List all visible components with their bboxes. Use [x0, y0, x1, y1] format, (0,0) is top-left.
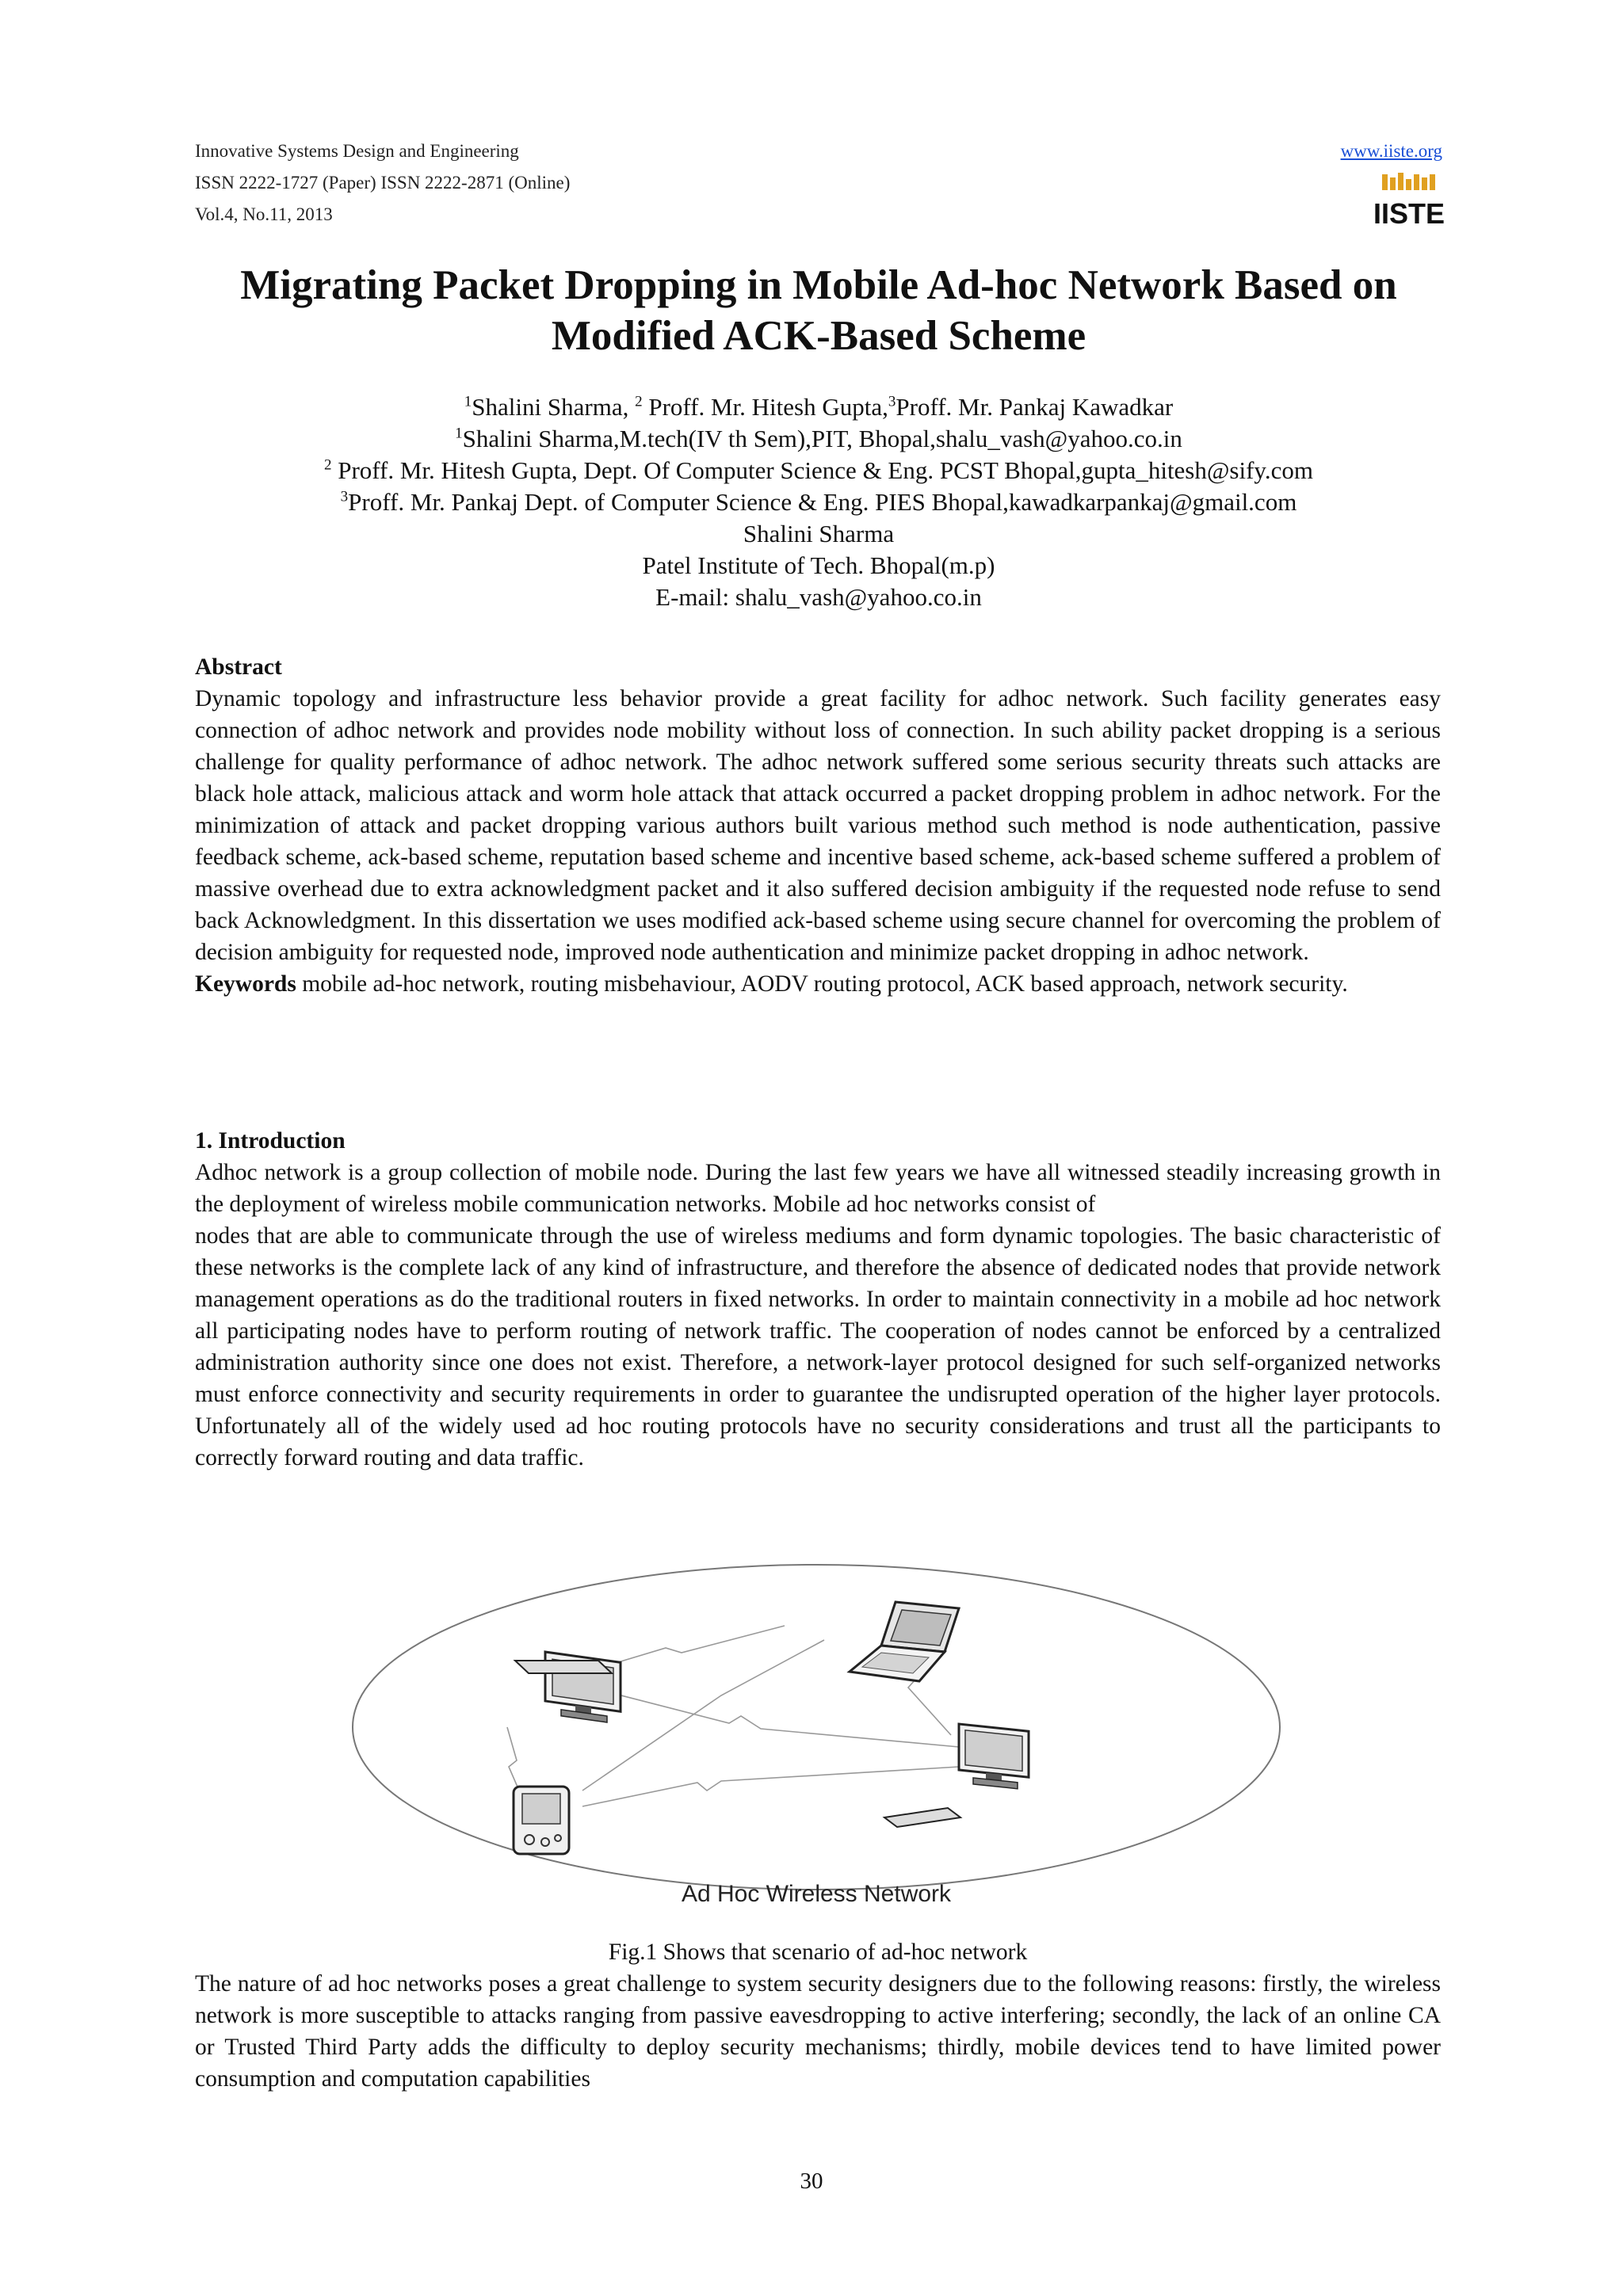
author-affiliation-3: [195, 486, 1442, 518]
adhoc-network-figure: [349, 1553, 1292, 1925]
figure-label: Ad Hoc Wireless Network: [681, 1881, 952, 1907]
laptop-icon: [850, 1602, 959, 1681]
figure-caption: Fig.1 Shows that scenario of ad-hoc network: [608, 1939, 1028, 1965]
network-boundary-ellipse: [353, 1565, 1280, 1890]
corresponding-author-email: E-mail: shalu_vash@yahoo.co.in: [655, 583, 982, 611]
author-names-line: [195, 391, 1442, 423]
author-text: Proff. Mr. Pankaj Kawadkar: [896, 393, 1174, 421]
keywords-text: mobile ad-hoc network, routing misbehaviour, AODV routing protocol, ACK based approach, network security.: [296, 971, 1348, 997]
page-number: 30: [800, 2168, 823, 2194]
author-text: Proff. Mr. Hitesh Gupta,: [642, 393, 888, 421]
corresponding-author-name: Shalini Sharma: [743, 520, 895, 547]
journal-issn: ISSN 2222-1727 (Paper) ISSN 2222-2871 (Online): [195, 173, 571, 193]
continuation-section: [195, 1968, 1441, 2095]
logo-lettering: IISTE: [1373, 197, 1445, 230]
iiste-logo: [1373, 171, 1445, 230]
wireless-link: [507, 1727, 519, 1791]
introduction-section: [195, 1125, 1441, 1474]
introduction-paragraph-2: nodes that are able to communicate through the use of wireless mediums and form dynamic topologies. The basic characteristic of these networks is the complete lack of any kind of infrastructure, and therefore the absence of dedicated nodes that provide network management operations as do the traditional routers in fixed networks. In order to maintain connectivity in a mobile ad hoc network all participating nodes have to perform routing of network traffic. The cooperation of nodes cannot be enforced by a centralized administration authority since one does not exist. Therefore, a network-layer protocol designed for such self-organized networks must enforce connectivity and security requirements in order to guarantee the undisrupted operation of the higher layer protocols. Unfortunately all of the widely used ad hoc routing protocols have no security considerations and trust all the participants to correctly forward routing and data traffic.: [195, 1223, 1441, 1470]
abstract-heading: Abstract: [195, 654, 282, 680]
corresponding-author-institute: Patel Institute of Tech. Bhopal(m.p): [642, 551, 995, 579]
desktop-computer-right-icon: [959, 1724, 1029, 1790]
author-superscript: 2: [635, 393, 643, 410]
keyboard-right-icon: [884, 1808, 960, 1827]
abstract-section: [195, 651, 1441, 1000]
author-affiliation-1: [195, 423, 1442, 455]
wireless-link: [582, 1767, 959, 1806]
wireless-link: [590, 1688, 959, 1747]
author-affiliation-2: [195, 455, 1442, 486]
introduction-paragraph-1: Adhoc network is a group collection of mobile node. During the last few years we have all witnessed steadily increasing growth in the deployment of wireless mobile communication networks. Mobile ad hoc networks consist of: [195, 1160, 1441, 1217]
journal-url-link[interactable]: www.iiste.org: [1340, 141, 1442, 161]
journal-volume: Vol.4, No.11, 2013: [195, 204, 333, 224]
paper-title: Migrating Packet Dropping in Mobile Ad-hoc Network Based on Modified ACK-Based Scheme: [240, 262, 1397, 359]
author-text: Proff. Mr. Hitesh Gupta, Dept. Of Computer Science & Eng. PCST Bhopal,gupta_hitesh@sify.com: [331, 456, 1314, 484]
author-superscript: 3: [340, 488, 349, 505]
introduction-heading: 1. Introduction: [195, 1128, 346, 1154]
author-block: [195, 391, 1442, 613]
author-text: Proff. Mr. Pankaj Dept. of Computer Science & Eng. PIES Bhopal,kawadkarpankaj@gmail.com: [348, 488, 1297, 516]
abstract-text: Dynamic topology and infrastructure less behavior provide a great facility for adhoc network. Such facility generates easy connection of adhoc network and provides node mobility without loss of connection. In such ability packet dropping is a serious challenge for quality performance of adhoc network. The adhoc network suffered some serious security threats such attacks are black hole attack, malicious attack and worm hole attack that attack occurred a packet dropping problem in adhoc network. For the minimization of attack and packet dropping various authors built various method such method is node authentication, passive feedback scheme, ack-based scheme, reputation based scheme and incentive based scheme, ack-based scheme suffered a problem of massive overhead due to extra acknowledgment packet and it also suffered decision ambiguity if the requested node refuse to send back Acknowledgment. In this dissertation we uses modified ack-based scheme using secure channel for overcoming the problem of decision ambiguity for requested node, improved node authentication and minimize packet dropping in adhoc network.: [195, 686, 1441, 965]
journal-name: Innovative Systems Design and Engineering: [195, 141, 519, 161]
author-text: Shalini Sharma,: [472, 393, 636, 421]
author-superscript: 1: [455, 425, 463, 442]
author-superscript: 1: [464, 393, 472, 410]
keyboard-left-icon: [515, 1661, 612, 1673]
continuation-paragraph: The nature of ad hoc networks poses a great challenge to system security designers due to the following reasons: firstly, the wireless network is more susceptible to attacks ranging from passive eavesdropping to active interfering; secondly, the lack of an online CA or Trusted Third Party adds the difficulty to deploy security mechanisms; thirdly, mobile devices tend to have limited power consumption and computation capabilities: [195, 1971, 1441, 2092]
keywords-label: Keywords: [195, 971, 296, 997]
keywords-paragraph: [195, 968, 1441, 1000]
author-text: Shalini Sharma,M.tech(IV th Sem),PIT, Bhopal,shalu_vash@yahoo.co.in: [462, 425, 1182, 452]
author-superscript: 3: [888, 393, 896, 410]
author-superscript: 2: [323, 456, 332, 474]
pda-device-icon: [514, 1787, 569, 1854]
